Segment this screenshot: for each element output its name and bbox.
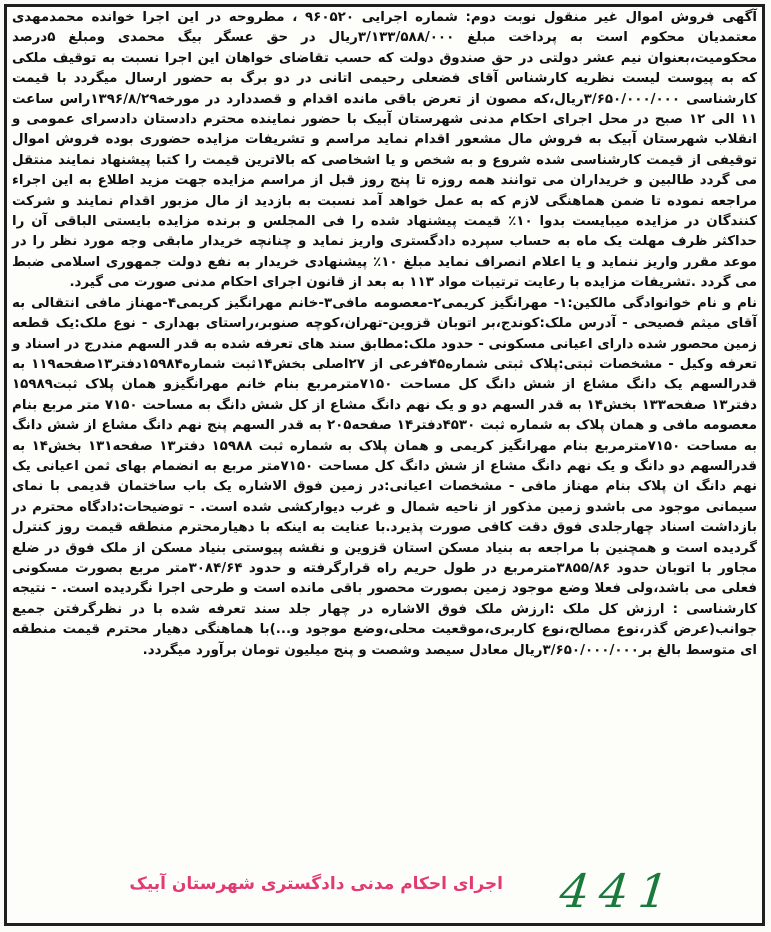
handwritten-number: 441	[557, 864, 681, 918]
notice-paragraph-2: نام و نام خوانوادگی مالکین:۱- مهرانگیز کریمی۲-معصومه مافی۳-خانم مهرانگیز کریمی۴-مهناز مافی انتقالی به آقای میثم فصیحی - آدرس ملک:کوندج،بر اتوبان قزوین-تهران،کوچه صنوبر،راستای بهداری - نوع ملک:یک قطعه زمین محصور شده دارای اعیانی مسکونی - حدود ملک:مطابق سند های تعرفه شده به قدر السهم مندرج در اسناد و تعرفه وکیل - مشخصات ثبتی:پلاک ثبتی شماره۴۵فرعی از ۲۷اصلی بخش۱۴ثبت شماره۱۵۹۸۴دفتر۱۳صفحه۱۱۹ به قدرالسهم یک دانگ مشاع از شش دانگ کل مساحت ۷۱۵۰مترمربع بنام خانم مهرانگیزو همان پلاک ثبت۱۵۹۸۹ دفتر۱۳ صفحه۱۳۳ بخش۱۴ به قدر السهم دو و یک نهم دانگ مشاع از کل شش دانگ به مساحت ۷۱۵۰ متر مربع بنام معصومه مافی و همان پلاک به شماره ثبت ۴۵۳۰دفتر۱۴ صفحه۲۰۵ به قدر السهم پنج نهم دانگ مشاع از شش دانگ به مساحت ۷۱۵۰مترمربع بنام مهرانگیز کریمی و همان پلاک به شماره ثبت ۱۵۹۸۸ دفتر۱۳ صفحه۱۳۱ بخش۱۴ به قدرالسهم دو دانگ و یک نهم دانگ مشاع از شش دانگ کل مساحت ۷۱۵۰متر مربع به انضمام بهای ثمن اعیانی یک نهم دانگ ان پلاک بنام مهناز مافی - مشخصات اعیانی:در زمین فوق الاشاره یک باب ساختمان قدیمی با نمای سیمانی موجود می باشدو زمین مذکور از ناحیه شمال و غرب دیوارکشی شده است. - توضیحات:دادگاه محترم در بازداشت اسناد چهارجلدی فوق دقت کافی صورت پذیرد.با عنایت به اینکه با دهیارمحترم منطقه قیمت روز کنترل گردیده است و همچنین با مراجعه به بنیاد مسکن استان قزوین و نقشه پیوستی بنیاد مسکن از ملک فوق در ضلع مجاور با اتوبان حدود ۳۸۵۵/۸۶مترمربع در طول حریم راه قرارگرفته و حدود ۳۰۸۴/۶۴متر مربع بصورت مسکونی فعلی می باشد،ولی فعلا وضع موجود زمین بصورت محصور باقی مانده است و طرحی اجرا نگردیده است. - نتیجه کارشناسی : ارزش کل ملک :ارزش ملک فوق الاشاره در چهار جلد سند تعرفه شده با در نظرگرفتن جمیع جوانب(عرض گذر،نوع مصالح،نوع کاربری،موقعیت محلی،وضع موجود و...)با هماهنگی دهیار محترم قیمت منطقه ای متوسط بالغ بر۳/۶۵۰/۰۰۰/۰۰۰ریال معادل سیصد وشصت و پنج میلیون تومان برآورد میگردد.	[12, 295, 758, 658]
issuer-signature: اجرای احکام مدنی دادگستری شهرستان آبیک	[129, 874, 503, 894]
notice-body	[12, 8, 757, 661]
notice-paragraph-1: آگهی فروش اموال غیر منقول نوبت دوم: شماره اجرایی ۹۶۰۵۲۰ ، مطروحه در این اجرا خوانده محمدمهدی معتمدیان محکوم است به پرداخت مبلغ ۳/۱۳۳/۵۸۸/۰۰۰ریال در حق عسگر بیگ محمدی ومبلغ ۵درصد محکومیت،بعنوان نیم عشر دولتی در حق صندوق دولت که حسب تقاضای خواهان این اجرا نسبت به توقیف ملکی که به پیوست لیست نظریه کارشناس آقای فضعلی رحیمی اتانی در دو برگ به حضور ارسال میگردد با قیمت کارشناسی ۳/۶۵۰/۰۰۰/۰۰۰ریال،که مصون از تعرض باقی مانده اقدام و قصددارد در مورخه۱۳۹۶/۸/۲۹راس ساعت ۱۱ الی ۱۲ صبح در محل اجرای احکام مدنی شهرستان آبیک با حضور نماینده محترم دادستان دادسرای عمومی و انقلاب شهرستان آبیک به فروش مال مشعور اقدام نماید مراسم و تشریفات مزایده حضوری بوده فروش اموال توقیفی از قیمت کارشناسی شده شروع و به شخص و یا اشخاصی که بالاترین قیمت را کتبا پیشنهاد نمایند منتقل می گردد طالبین و خریداران می توانند همه روزه تا پنج روز قبل از مراسم مزایده جهت مزید اطلاع به این اجراء مراجعه نموده تا ضمن هماهنگی لازم که به عمل خواهد آمد نسبت به بازدید از مال مزبور اقدام نمایند و شرکت کنندگان در مزایده میبایست بدوا ۱۰٪ قیمت پیشنهاد شده را فی المجلس و برنده مزایده بایستی الباقی آن را حداکثر ظرف مهلت یک ماه به حساب سپرده دادگستری واریز نماید و چنانچه خریدار مابقی وجه مورد نظر را در موعد مقرر واریز ننماید و یا اعلام انصراف نماید مبلغ ۱۰٪ پیشنهادی خریدار به نفع دولت جمهوری اسلامی ضبط می گردد .تشریفات مزایده با رعایت ترتیبات مواد ۱۱۳ به بعد از قانون اجرای احکام مدنی صورت می گیرد.	[12, 10, 758, 291]
